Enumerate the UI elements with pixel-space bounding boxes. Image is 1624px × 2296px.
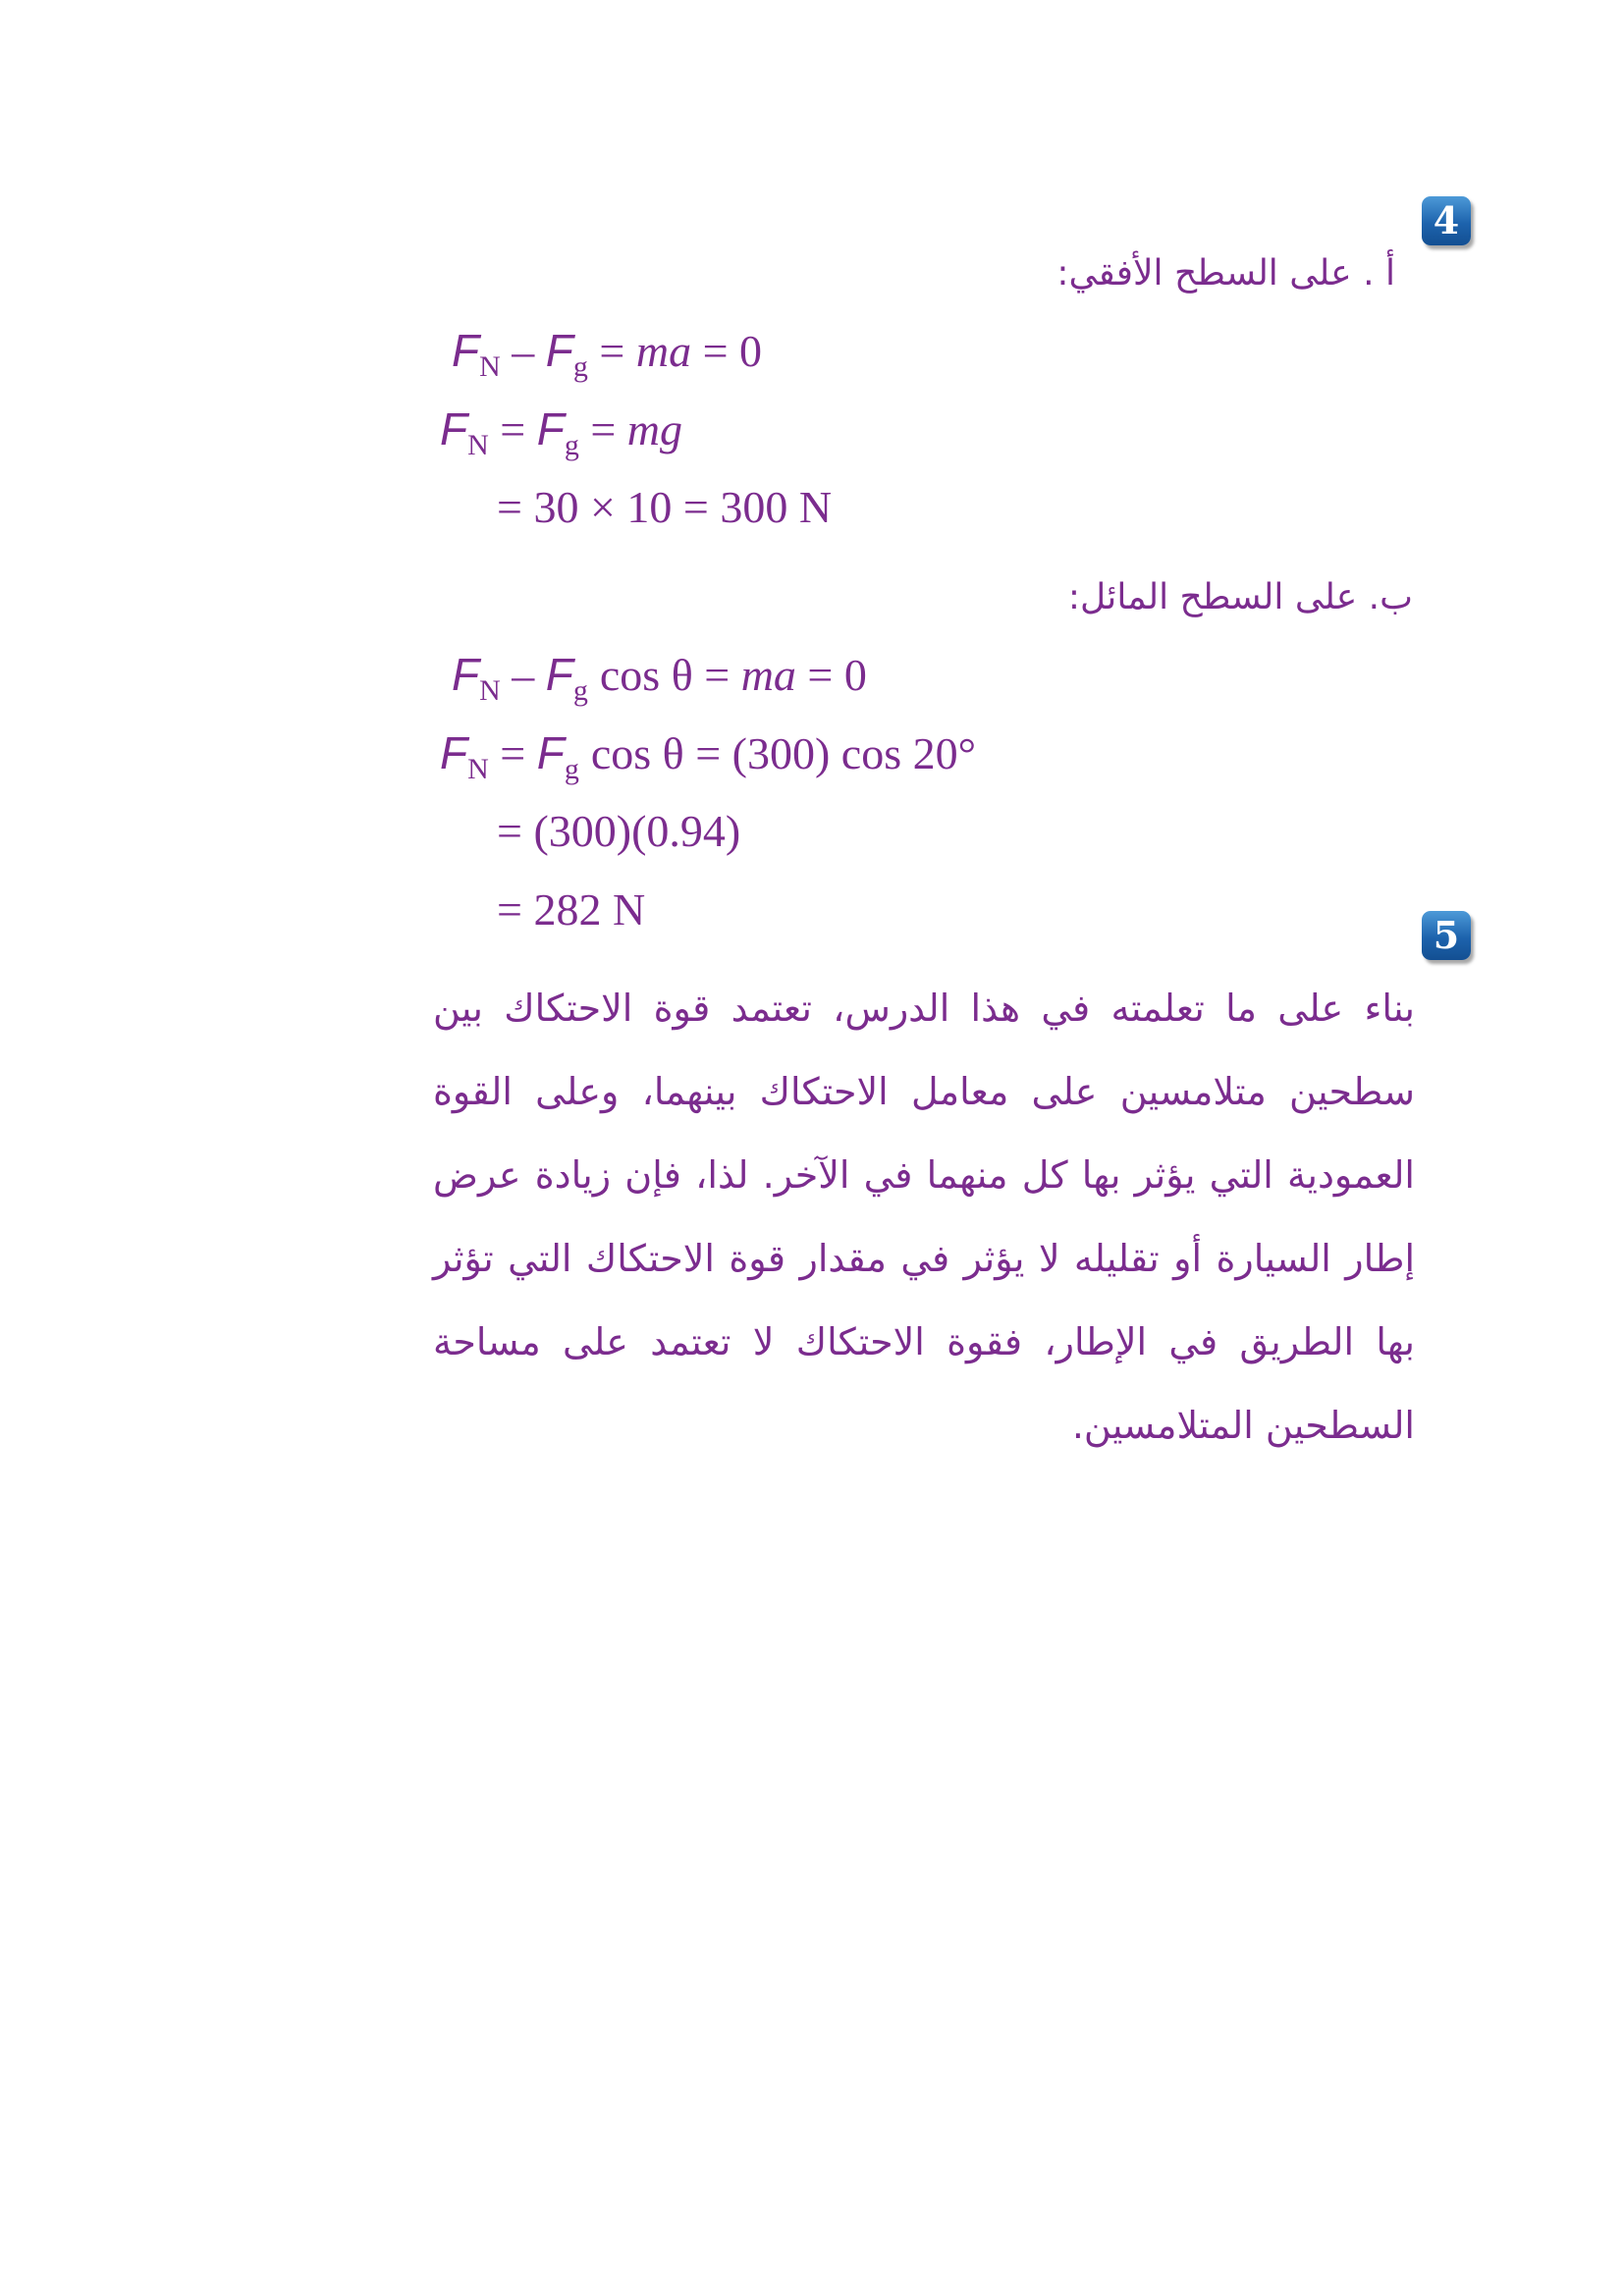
equation-b3: = (300)(0.94) [497,806,741,856]
eq-a2-sub-g: g [564,429,579,461]
eq-b2-f: F [440,727,468,778]
part-a-label: أ . على السطح الأفقي: [1056,253,1395,294]
eq-a2-eq1: = [488,404,537,454]
eq-a1-sub-g: g [572,350,588,383]
eq-b1-ma: ma [740,650,796,700]
equation-a1 [452,324,763,383]
equation-a3: = 30 × 10 = 300 N [497,482,833,532]
eq-b1-f: F [452,649,480,700]
equation-b2 [440,726,976,785]
equation-b1 [452,648,867,707]
eq-a1-f: F [452,325,480,376]
eq-b1-cos: cos θ = [599,650,741,700]
eq-b2-f2: F [536,727,565,778]
eq-a1-minus: – [500,326,546,376]
part-b-label: ب. على السطح المائل: [1067,577,1413,617]
eq-a2-mg: mg [626,404,683,454]
eq-a2-f2: F [536,403,565,454]
question-5-badge: 5 [1422,911,1471,960]
eq-a1-eq: = [587,326,636,376]
eq-a1-f2: F [545,325,573,376]
question-4-badge: 4 [1422,196,1471,245]
eq-b1-f2: F [545,649,573,700]
eq-b2-cos: cos θ = (300) cos 20° [590,728,976,778]
eq-a2-sub-n: N [467,429,489,461]
question-5-paragraph: بناء على ما تعلمته في هذا الدرس، تعتمد قوة الاحتكاك بين سطحين متلامسين على معامل الاحتكاك بينهما، وعلى القوة العمودية التي يؤثر بها كل منهما في الآخر. لذا، فإن زيادة عرض إطار السيارة أو تقليله لا يؤثر في مقدار قوة الاحتكاك التي تؤثر بها الطريق في الإطار، فقوة الاحتكاك لا تعتمد على مساحة السطحين المتلامسين. [433,987,1415,1447]
eq-a1-sub-n: N [479,350,501,383]
eq-b1-tail: = 0 [795,650,867,700]
equation-a2 [440,402,683,461]
eq-b2-sub-n: N [467,753,489,785]
eq-b2-eq1: = [488,728,537,778]
eq-a2-f: F [440,403,468,454]
eq-b1-minus: – [500,650,546,700]
equation-b4: = 282 N [497,884,646,934]
eq-a1-ma: ma [635,326,692,376]
eq-b1-sub-n: N [479,674,501,707]
eq-b2-sub-g: g [564,753,579,785]
eq-a1-tail: = 0 [691,326,763,376]
eq-b1-sub-g: g [572,674,588,707]
eq-a2-eq2: = [578,404,627,454]
